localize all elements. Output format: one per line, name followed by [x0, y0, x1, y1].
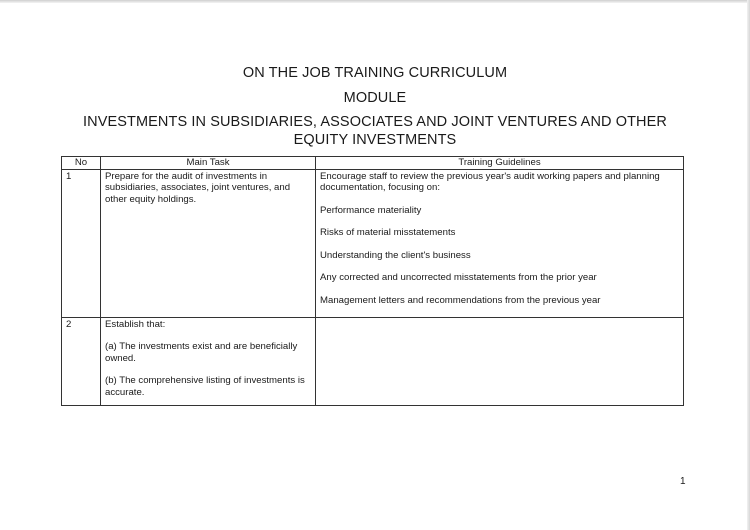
module-label: MODULE [343, 90, 407, 106]
module-title-line-1: INVESTMENTS IN SUBSIDIARIES, ASSOCIATES AND JOINT VENTURES AND OTHER [83, 114, 667, 130]
main-task-text: Establish that: [105, 318, 166, 330]
main-task-subitem: (a) The investments exist and are beneficially owned. [105, 341, 298, 364]
row-number: 2 [62, 317, 101, 405]
main-task-text: Prepare for the audit of investments in subsidiaries, associates, joint ventures, and other equity holdings. [105, 170, 291, 205]
header-training-guidelines: Training Guidelines [316, 157, 684, 170]
table-row [62, 169, 684, 317]
page-number: 1 [680, 476, 686, 487]
guideline-intro: Encourage staff to review the previous year's audit working papers and planning documentation, focusing on: [320, 170, 660, 193]
main-task-subitem: (b) The comprehensive listing of investments is accurate. [105, 375, 305, 398]
row-number: 1 [62, 169, 101, 317]
table-row [62, 317, 684, 405]
main-task-cell [101, 169, 316, 317]
guidelines-cell [316, 317, 684, 405]
module-title-line-2: EQUITY INVESTMENTS [293, 132, 457, 148]
guidelines-cell [316, 169, 684, 317]
guideline-item: Any corrected and uncorrected misstatements from the prior year [320, 272, 597, 283]
guideline-item: Management letters and recommendations from the previous year [320, 294, 601, 306]
guideline-item: Performance materiality [320, 204, 422, 216]
curriculum-title: ON THE JOB TRAINING CURRICULUM [242, 65, 508, 81]
table-header-row [62, 157, 684, 170]
scan-edge-top [0, 0, 750, 3]
main-task-cell [101, 317, 316, 405]
curriculum-table [61, 156, 684, 406]
guideline-item: Understanding the client's business [320, 249, 471, 261]
guideline-item: Risks of material misstatements [320, 227, 456, 238]
header-main-task: Main Task [101, 157, 316, 170]
header-no: No [62, 157, 101, 170]
